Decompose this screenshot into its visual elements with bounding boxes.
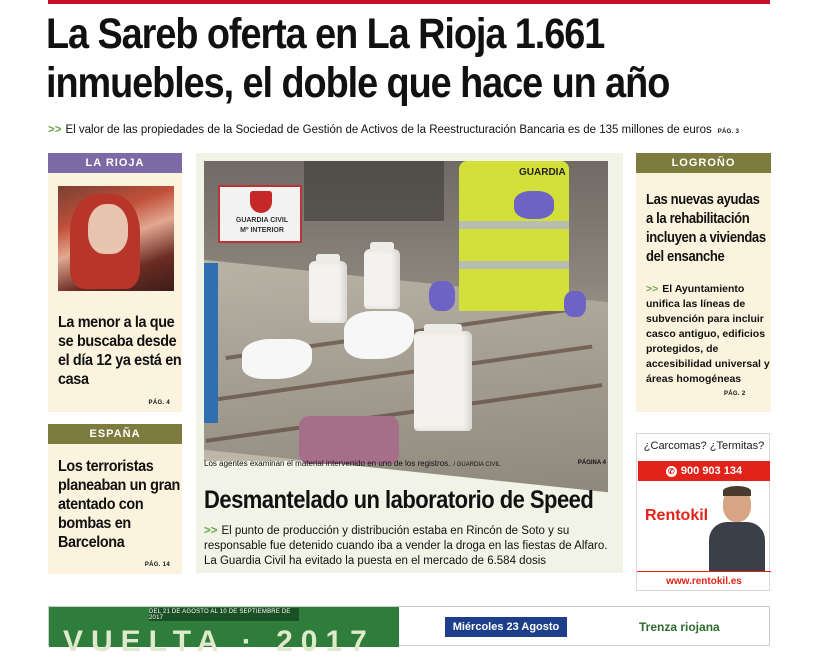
white-jar [309,261,347,323]
subheadline-text: El valor de las propiedades de la Sociedad de Gestión de Activos de la Reestructuración Bancaria es de 135 millones de euros [65,124,712,136]
logrono-body [646,282,772,387]
ad-url-link[interactable]: www.rentokil.es [666,576,742,587]
person-hair [723,486,751,496]
ad-phone-bar[interactable] [638,461,770,481]
caption-text: Los agentes examinan el material intervenido en uno de los registros. [204,459,451,468]
ad-person-photo [707,486,767,570]
photo-shelf [304,161,444,221]
blue-container [204,263,218,423]
logrono-page: PÁG. 2 [724,391,746,397]
subheadline [48,124,778,136]
logrono-headline: Las nuevas ayudas a la rehabilitación incluyen a viviendas del ensanche [646,192,766,265]
rioja-panel[interactable] [48,153,182,412]
vest-stripe [459,221,569,229]
vest-stripe [459,261,569,269]
tissue [242,339,312,379]
sign-line-1: GUARDIA CIVIL [235,217,289,224]
center-story[interactable] [196,153,623,573]
glove [514,191,554,219]
center-headline: Desmantelado un laboratorio de Speed [204,486,594,514]
rioja-page: PÁG. 4 [148,400,170,406]
trenza-riojana-title[interactable]: Trenza riojana [639,620,720,634]
missing-girl-photo [58,186,174,291]
photo-caption [204,459,608,468]
logrono-panel[interactable] [636,153,771,412]
ad-phone-number: 900 903 134 [680,465,743,477]
white-jar [414,331,472,431]
headline-line-2: inmuebles, el doble que hace un año [46,59,670,107]
ad-brand-logo: Rentokil [645,507,709,524]
section-band-espana: ESPAÑA [48,424,182,444]
pink-towel [299,416,399,464]
agent-vest [459,161,569,311]
glove [564,291,586,317]
person-body [709,522,765,572]
logrono-body-text: El Ayuntamiento unifica las líneas de subvención para incluir casco antiguo, edificios protegidos, de accesibilidad universal y áreas homogéneas [646,283,770,385]
bottom-strip [48,606,770,658]
ad-divider [637,571,771,572]
weekday-badge: Miércoles 23 Agosto [445,617,567,637]
subheadline-page: PÁG. 3 [717,129,740,135]
top-rule [48,0,770,4]
arrows-icon: >> [646,283,659,295]
vuelta-banner[interactable] [49,607,399,658]
vuelta-title: VUELTA · 2017 [63,625,375,658]
glove [429,281,455,311]
center-body [204,524,618,569]
espana-headline: Los terroristas planeaban un gran atentado con bombas en Barcelona [58,458,180,551]
ad-question: ¿Carcomas? ¿Termitas? [643,440,765,452]
phone-icon: ✆ [666,466,677,477]
shield-icon [250,191,272,213]
center-body-text: El punto de producción y distribución estaba en Rincón de Soto y su responsable fue detenido cuando iba a vender la droga en las fiestas de Alfaro. La Guardia Civil ha evitado la puesta en el mercado de 6.584 dosis [204,525,608,567]
sign-line-2: Mº INTERIOR [240,227,284,234]
vest-label: GUARDIA [519,167,566,178]
espana-panel[interactable] [48,424,182,574]
section-band-logrono: LOGROÑO [636,153,771,173]
guardia-civil-sign [218,185,302,243]
rioja-headline: La menor a la que se buscaba desde el día 12 ya está en casa [58,314,182,388]
vuelta-date-range: DEL 21 DE AGOSTO AL 10 DE SEPTIEMBRE DE 2017 [149,608,299,621]
rentokil-ad[interactable] [636,433,770,591]
caption-credit: / GUARDIA CIVIL [453,462,501,468]
main-headline[interactable] [46,10,688,108]
lab-photo [204,161,608,461]
espana-page: PÁG. 14 [144,562,170,568]
white-jar [364,249,400,309]
caption-page: PÁGINA 4 [577,460,606,466]
photo-face [88,204,128,254]
tissue [344,311,414,359]
arrows-icon: >> [204,525,218,537]
headline-line-1: La Sareb oferta en La Rioja 1.661 [46,10,605,58]
arrows-icon: >> [48,124,62,136]
section-band-rioja: LA RIOJA [48,153,182,173]
